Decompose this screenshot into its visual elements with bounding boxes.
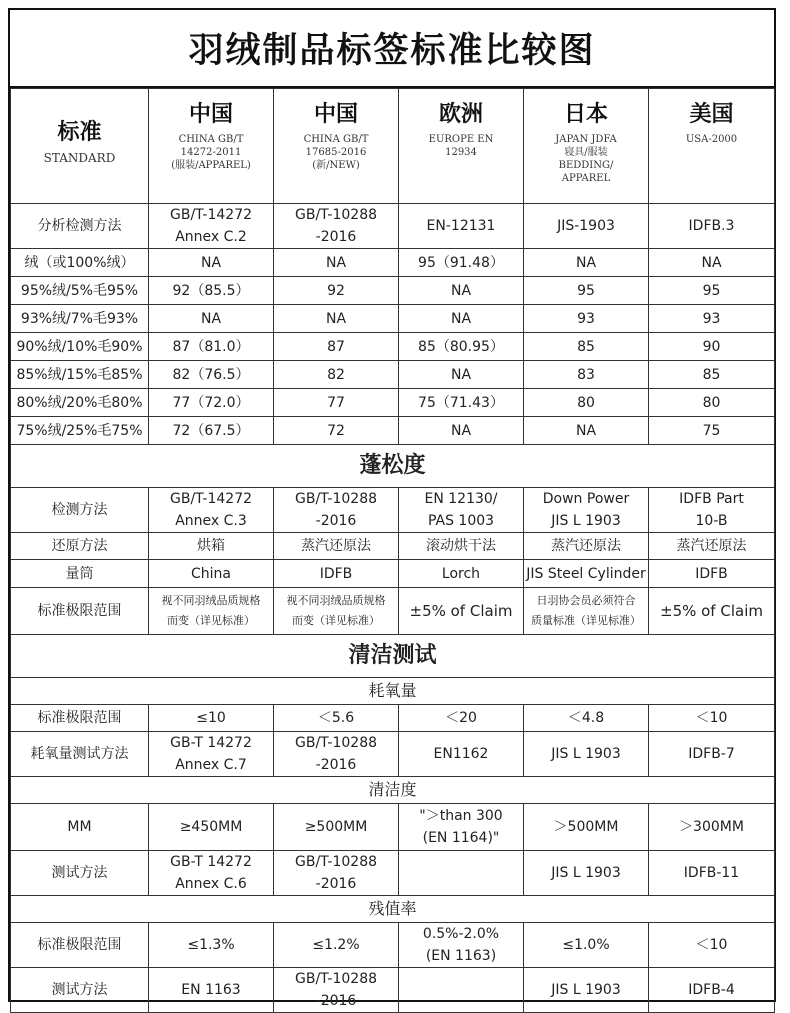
- cell-text: GB-T 14272: [170, 854, 252, 870]
- table-cell: [524, 732, 649, 777]
- cell-text: 92: [327, 282, 345, 299]
- table-cell: [649, 560, 775, 588]
- cell-text: (EN 1164)": [422, 830, 500, 846]
- table-cell: [149, 204, 274, 249]
- cell-text: Lorch: [441, 565, 481, 582]
- row-label: MM: [11, 804, 149, 851]
- header-region: [399, 89, 524, 204]
- region-standard: JAPAN JDFA 寝具/服装 BEDDING/ APPAREL: [555, 134, 617, 184]
- cell-text: IDFB.3: [688, 218, 735, 234]
- table-cell: [274, 204, 399, 249]
- cell-text: ＜5.6: [317, 710, 355, 726]
- residue-subsection: [11, 896, 775, 923]
- cell-text: -2016: [315, 876, 357, 892]
- oxygen-subsection: [11, 678, 775, 705]
- table-cell: [649, 968, 775, 1013]
- cell-text: 92（85.5）: [172, 282, 250, 299]
- table-row: [11, 204, 775, 249]
- table-cell: [149, 968, 274, 1013]
- cell-text: ＞500MM: [553, 819, 619, 835]
- cell-text: IDFB Part: [679, 491, 744, 507]
- header-standard-title: 标准: [57, 120, 102, 145]
- row-label: 90%绒/10%毛90%: [11, 333, 149, 361]
- cell-text: -2016: [315, 993, 357, 1009]
- cell-text: ±5% of Claim: [409, 602, 513, 620]
- table-cell: [149, 389, 274, 417]
- cell-text: ≤10: [196, 710, 226, 726]
- header-row: [11, 89, 775, 204]
- table-cell: [399, 732, 524, 777]
- table-row: [11, 588, 775, 635]
- region-standard: CHINA GB/T 14272-2011 (服装/APPAREL): [171, 134, 251, 171]
- table-cell: [149, 588, 274, 635]
- cleanliness-section: [11, 635, 775, 678]
- row-label: 85%绒/15%毛85%: [11, 361, 149, 389]
- cell-text: IDFB: [695, 565, 728, 582]
- header-region: [274, 89, 399, 204]
- table-cell: [149, 560, 274, 588]
- cell-text: 视不同羽绒品质规格: [161, 594, 261, 607]
- cell-text: NA: [450, 310, 472, 327]
- cell-text: 77: [327, 394, 345, 411]
- table-cell: [399, 204, 524, 249]
- table-cell: [149, 249, 274, 277]
- cell-text: ＜20: [445, 710, 477, 726]
- row-label: 标准极限范围: [11, 705, 149, 732]
- fill-power-section-cell: 蓬松度: [11, 445, 775, 488]
- cell-text: 95（91.48）: [418, 254, 504, 271]
- cell-text: 83: [577, 366, 595, 383]
- cell-text: 90: [702, 338, 721, 355]
- table-cell: [649, 488, 775, 533]
- table-cell: [524, 560, 649, 588]
- table-cell: [399, 968, 524, 1013]
- table-cell: [524, 389, 649, 417]
- cell-text: 0.5%-2.0%: [422, 926, 500, 942]
- cell-text: China: [191, 565, 231, 582]
- cell-text: JIS Steel Cylinder: [526, 565, 646, 582]
- cell-text: 93: [577, 310, 595, 327]
- table-cell: [524, 705, 649, 732]
- header-standard-sub: STANDARD: [43, 151, 116, 165]
- table-cell: [524, 923, 649, 968]
- table-cell: [399, 417, 524, 445]
- cell-text: 日羽协会员必须符合: [536, 594, 636, 607]
- cell-text: ≥500MM: [304, 819, 368, 835]
- cell-text: ≥450MM: [179, 819, 243, 835]
- cell-text: IDFB-7: [688, 746, 735, 762]
- table-cell: [649, 588, 775, 635]
- cell-text: NA: [200, 310, 222, 327]
- row-label: 93%绒/7%毛93%: [11, 305, 149, 333]
- table-cell: [649, 389, 775, 417]
- table-cell: [649, 705, 775, 732]
- table-cell: [399, 361, 524, 389]
- table-cell: [274, 968, 399, 1013]
- row-label: 耗氧量测试方法: [11, 732, 149, 777]
- cell-text: 85（80.95）: [418, 338, 504, 355]
- table-cell: [274, 488, 399, 533]
- cell-text: EN-12131: [426, 218, 496, 234]
- region-name: 美国: [689, 102, 734, 127]
- residue-subsection-cell: 残值率: [11, 896, 775, 923]
- region-name: 中国: [188, 102, 233, 127]
- cell-text: Annex C.3: [175, 513, 247, 529]
- table-cell: [274, 389, 399, 417]
- cell-text: JIS L 1903: [551, 746, 621, 762]
- cell-text: GB-T 14272: [170, 735, 252, 751]
- table-cell: [274, 923, 399, 968]
- table-cell: [274, 305, 399, 333]
- table-cell: [149, 804, 274, 851]
- row-label: 80%绒/20%毛80%: [11, 389, 149, 417]
- cell-text: NA: [575, 422, 597, 439]
- cell-text: 85: [702, 366, 721, 383]
- cell-text: 而变（详见标准）: [167, 614, 255, 627]
- cell-text: JIS-1903: [557, 218, 615, 234]
- cell-text: 10-B: [695, 513, 728, 529]
- turbidity-subsection: [11, 777, 775, 804]
- cell-text: 75: [702, 422, 721, 439]
- cell-text: 82: [327, 366, 345, 383]
- table-cell: [399, 851, 524, 896]
- cell-text: 蒸汽还原法: [676, 538, 747, 554]
- cell-text: 72（67.5）: [172, 422, 250, 439]
- table-cell: [649, 804, 775, 851]
- table-row: [11, 705, 775, 732]
- table-cell: [274, 851, 399, 896]
- cell-text: ≤1.3%: [187, 937, 235, 953]
- cell-text: GB/T-10288: [294, 854, 378, 870]
- cell-text: ≤1.0%: [562, 937, 610, 953]
- cell-text: 蒸汽还原法: [301, 538, 371, 554]
- table-cell: [149, 851, 274, 896]
- header-region: [149, 89, 274, 204]
- table-cell: [274, 277, 399, 305]
- table-cell: [399, 277, 524, 305]
- cell-text: 滚动烘干法: [426, 538, 496, 554]
- table-cell: [149, 277, 274, 305]
- table-cell: [649, 417, 775, 445]
- cell-text: ±5% of Claim: [660, 602, 763, 620]
- row-label: 绒（或100%绒）: [11, 249, 149, 277]
- cell-text: Annex C.6: [175, 876, 247, 892]
- region-standard: EUROPE EN 12934: [428, 134, 494, 158]
- table-cell: [524, 333, 649, 361]
- cell-text: 93: [702, 310, 721, 327]
- cell-text: (EN 1163): [425, 948, 497, 964]
- cell-text: 质量标准（详见标准）: [531, 614, 641, 627]
- table-cell: [274, 361, 399, 389]
- table-cell: [149, 533, 274, 560]
- table-cell: [649, 361, 775, 389]
- table-cell: [399, 333, 524, 361]
- region-name: 欧洲: [438, 102, 483, 127]
- table-cell: [399, 588, 524, 635]
- cell-text: -2016: [315, 229, 357, 245]
- table-row: [11, 305, 775, 333]
- cell-text: 72: [327, 422, 345, 439]
- table-row: [11, 277, 775, 305]
- cell-text: ＞300MM: [679, 819, 744, 835]
- table-cell: [399, 560, 524, 588]
- cell-text: GB/T-10288: [294, 491, 378, 507]
- comparison-chart-frame: [8, 8, 776, 1009]
- cell-text: NA: [325, 254, 347, 271]
- table-cell: [524, 588, 649, 635]
- region-standard: USA-2000: [685, 134, 738, 145]
- cell-text: Down Power: [542, 491, 630, 507]
- header-standard: [11, 89, 149, 204]
- cell-text: JIS L 1903: [551, 865, 621, 881]
- cell-text: 80: [702, 394, 721, 411]
- table-cell: [274, 333, 399, 361]
- table-row: [11, 851, 775, 896]
- cell-text: NA: [450, 422, 472, 439]
- cell-text: 75（71.43）: [418, 394, 504, 411]
- row-label: 测试方法: [11, 851, 149, 896]
- table-cell: [399, 923, 524, 968]
- cell-text: 82（76.5）: [172, 366, 250, 383]
- table-cell: [149, 361, 274, 389]
- row-label: 量筒: [11, 560, 149, 588]
- cell-text: -2016: [315, 757, 357, 773]
- cell-text: 蒸汽还原法: [551, 538, 621, 554]
- table-cell: [649, 249, 775, 277]
- table-cell: [274, 417, 399, 445]
- row-label: 分析检测方法: [11, 204, 149, 249]
- table-cell: [399, 804, 524, 851]
- table-cell: [524, 968, 649, 1013]
- table-row: [11, 923, 775, 968]
- table-row: [11, 361, 775, 389]
- cell-text: NA: [701, 254, 722, 271]
- fill-power-section: [11, 445, 775, 488]
- header-region: [649, 89, 775, 204]
- table-cell: [149, 923, 274, 968]
- cell-text: NA: [325, 310, 347, 327]
- cell-text: 87（81.0）: [172, 338, 250, 355]
- table-row: [11, 488, 775, 533]
- cell-text: EN 12130/: [424, 491, 498, 507]
- cell-text: GB/T-10288: [294, 971, 378, 987]
- cell-text: IDFB-4: [688, 982, 735, 998]
- table-cell: [524, 277, 649, 305]
- standards-table: [10, 88, 775, 1013]
- table-row: [11, 249, 775, 277]
- page-title: 羽绒制品标签标准比较图: [10, 10, 774, 88]
- table-row: [11, 732, 775, 777]
- table-cell: [399, 533, 524, 560]
- region-name: 日本: [563, 102, 608, 127]
- table-cell: [274, 732, 399, 777]
- cell-text: JIS L 1903: [551, 982, 621, 998]
- cell-text: ＜10: [695, 937, 728, 953]
- row-label: 还原方法: [11, 533, 149, 560]
- table-cell: [524, 361, 649, 389]
- cell-text: 85: [577, 338, 595, 355]
- table-row: [11, 417, 775, 445]
- cell-text: 烘箱: [197, 538, 225, 554]
- cell-text: -2016: [315, 513, 357, 529]
- table-cell: [149, 305, 274, 333]
- table-cell: [399, 389, 524, 417]
- cell-text: IDFB: [319, 565, 353, 582]
- table-cell: [524, 804, 649, 851]
- row-label: 75%绒/25%毛75%: [11, 417, 149, 445]
- table-cell: [649, 204, 775, 249]
- cell-text: JIS L 1903: [551, 513, 621, 529]
- table-cell: [274, 560, 399, 588]
- table-cell: [649, 851, 775, 896]
- cell-text: NA: [450, 366, 472, 383]
- cell-text: ＜4.8: [567, 710, 605, 726]
- table-cell: [399, 488, 524, 533]
- cell-text: 视不同羽绒品质规格: [286, 594, 386, 607]
- cell-text: 95: [577, 282, 595, 299]
- table-cell: [149, 488, 274, 533]
- table-cell: [524, 851, 649, 896]
- table-row: [11, 533, 775, 560]
- cell-text: NA: [575, 254, 597, 271]
- table-cell: [524, 488, 649, 533]
- cell-text: PAS 1003: [427, 513, 495, 529]
- table-cell: [149, 705, 274, 732]
- table-cell: [524, 533, 649, 560]
- table-row: [11, 333, 775, 361]
- table-cell: [649, 305, 775, 333]
- table-cell: [649, 732, 775, 777]
- table-cell: [274, 249, 399, 277]
- table-cell: [399, 249, 524, 277]
- table-cell: [274, 533, 399, 560]
- table-cell: [649, 277, 775, 305]
- table-cell: [149, 333, 274, 361]
- cell-text: 77（72.0）: [172, 394, 250, 411]
- cell-text: Annex C.2: [175, 229, 247, 245]
- table-cell: [399, 705, 524, 732]
- table-cell: [274, 705, 399, 732]
- cell-text: ＜10: [695, 710, 728, 726]
- cell-text: EN 1163: [181, 982, 241, 998]
- row-label: 测试方法: [11, 968, 149, 1013]
- table-cell: [274, 804, 399, 851]
- turbidity-subsection-cell: 清洁度: [11, 777, 775, 804]
- cell-text: IDFB-11: [683, 865, 740, 881]
- row-label: 标准极限范围: [11, 923, 149, 968]
- cleanliness-section-cell: 清洁测试: [11, 635, 775, 678]
- table-row: [11, 560, 775, 588]
- region-standard: CHINA GB/T 17685-2016 (新/NEW): [303, 134, 369, 171]
- table-row: [11, 968, 775, 1013]
- cell-text: ≤1.2%: [312, 937, 360, 953]
- cell-text: "＞than 300: [419, 808, 503, 824]
- header-region: [524, 89, 649, 204]
- cell-text: GB/T-14272: [169, 491, 253, 507]
- cell-text: 而变（详见标准）: [292, 614, 380, 627]
- table-cell: [274, 588, 399, 635]
- row-label: 检测方法: [11, 488, 149, 533]
- row-label: 标准极限范围: [11, 588, 149, 635]
- cell-text: 87: [327, 338, 345, 355]
- region-name: 中国: [313, 102, 358, 127]
- table-cell: [524, 305, 649, 333]
- cell-text: NA: [450, 282, 472, 299]
- table-row: [11, 804, 775, 851]
- cell-text: GB/T-10288: [294, 207, 378, 223]
- table-cell: [524, 249, 649, 277]
- cell-text: NA: [200, 254, 222, 271]
- cell-text: Annex C.7: [175, 757, 247, 773]
- table-cell: [524, 204, 649, 249]
- table-cell: [399, 305, 524, 333]
- cell-text: EN1162: [433, 746, 489, 762]
- table-row: [11, 389, 775, 417]
- table-cell: [649, 923, 775, 968]
- table-cell: [649, 333, 775, 361]
- table-cell: [649, 533, 775, 560]
- cell-text: GB/T-14272: [169, 207, 253, 223]
- cell-text: 95: [702, 282, 721, 299]
- table-cell: [149, 417, 274, 445]
- table-cell: [524, 417, 649, 445]
- oxygen-subsection-cell: 耗氧量: [11, 678, 775, 705]
- cell-text: 80: [577, 394, 595, 411]
- cell-text: GB/T-10288: [294, 735, 378, 751]
- row-label: 95%绒/5%毛95%: [11, 277, 149, 305]
- table-cell: [149, 732, 274, 777]
